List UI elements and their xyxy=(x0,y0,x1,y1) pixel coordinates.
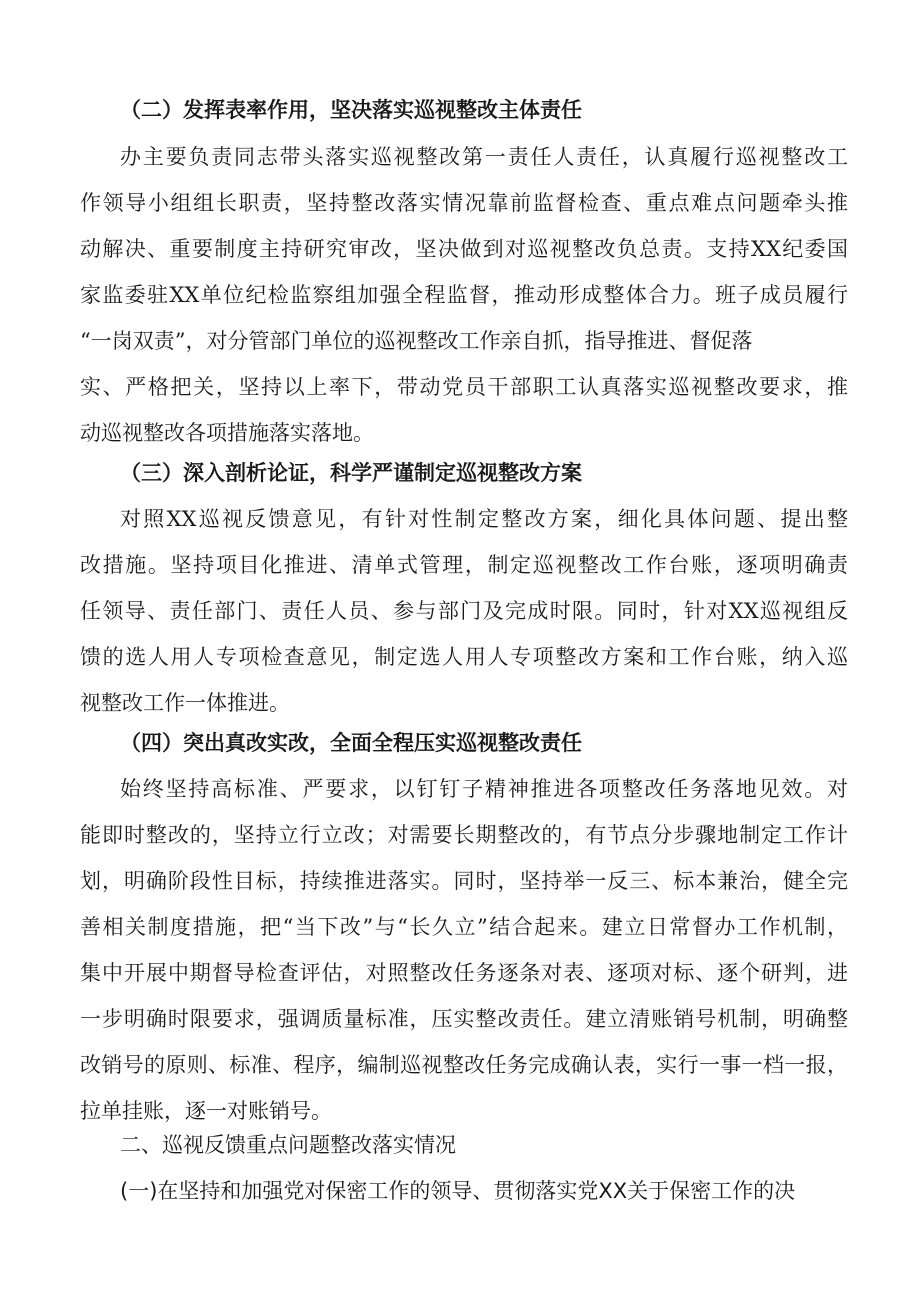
section-heading: （四）突出真改实改，全面全程压实巡视整改责任 xyxy=(120,731,582,755)
paragraph-line: “一岗双责”，对分管部门单位的巡视整改工作亲自抓，指导推进、督促落 xyxy=(80,329,753,353)
paragraph-line: 任领导、责任部门、责任人员、参与部门及完成时限。同时，针对XX巡视组反 xyxy=(80,599,848,623)
part-title: 二、巡视反馈重点问题整改落实情况 xyxy=(120,1133,456,1157)
paragraph-line: 能即时整改的，坚持立行立改；对需要长期整改的，有节点分步骤地制定工作计 xyxy=(80,823,848,847)
paragraph-line: 拉单挂账，逐一对账销号。 xyxy=(80,1099,332,1123)
paragraph-line: 对照XX巡视反馈意见，有针对性制定整改方案，细化具体问题、提出整 xyxy=(120,507,848,531)
paragraph-line: 始终坚持高标准、严要求，以钉钉子精神推进各项整改任务落地见效。对 xyxy=(120,777,848,801)
paragraph-line: 家监委驻XX单位纪检监察组加强全程监督，推动形成整体合力。班子成员履行 xyxy=(80,283,848,307)
paragraph-line: 实、严格把关，坚持以上率下，带动党员干部职工认真落实巡视整改要求，推 xyxy=(80,375,848,399)
paragraph-line: 动巡视整改各项措施落实落地。 xyxy=(80,421,374,445)
paragraph-line: 善相关制度措施，把“当下改”与“长久立”结合起来。建立日常督办工作机制， xyxy=(80,915,848,939)
paragraph-line: 一步明确时限要求，强调质量标准，压实整改责任。建立清账销号机制，明确整 xyxy=(80,1007,848,1031)
paragraph-line: 办主要负责同志带头落实巡视整改第一责任人责任，认真履行巡视整改工 xyxy=(120,145,848,169)
part-subheading: (一)在坚持和加强党对保密工作的领导、贯彻落实党XX关于保密工作的决 xyxy=(120,1179,796,1203)
paragraph-line: 集中开展中期督导检查评估，对照整改任务逐条对表、逐项对标、逐个研判，进 xyxy=(80,961,848,985)
paragraph-line: 动解决、重要制度主持研究审改，坚决做到对巡视整改负总责。支持XX纪委国 xyxy=(80,237,848,261)
paragraph-line: 视整改工作一体推进。 xyxy=(80,691,290,715)
paragraph-line: 馈的选人用人专项检查意见，制定选人用人专项整改方案和工作台账，纳入巡 xyxy=(80,645,848,669)
paragraph-line: 改措施。坚持项目化推进、清单式管理，制定巡视整改工作台账，逐项明确责 xyxy=(80,553,848,577)
paragraph-line: 作领导小组组长职责，坚持整改落实情况靠前监督检查、重点难点问题牵头推 xyxy=(80,191,848,215)
section-heading: （二）发挥表率作用，坚决落实巡视整改主体责任 xyxy=(120,98,582,122)
paragraph-line: 划，明确阶段性目标，持续推进落实。同时，坚持举一反三、标本兼治，健全完 xyxy=(80,869,848,893)
paragraph-line: 改销号的原则、标准、程序，编制巡视整改任务完成确认表，实行一事一档一报， xyxy=(80,1053,848,1077)
section-heading: （三）深入剖析论证，科学严谨制定巡视整改方案 xyxy=(120,461,582,485)
